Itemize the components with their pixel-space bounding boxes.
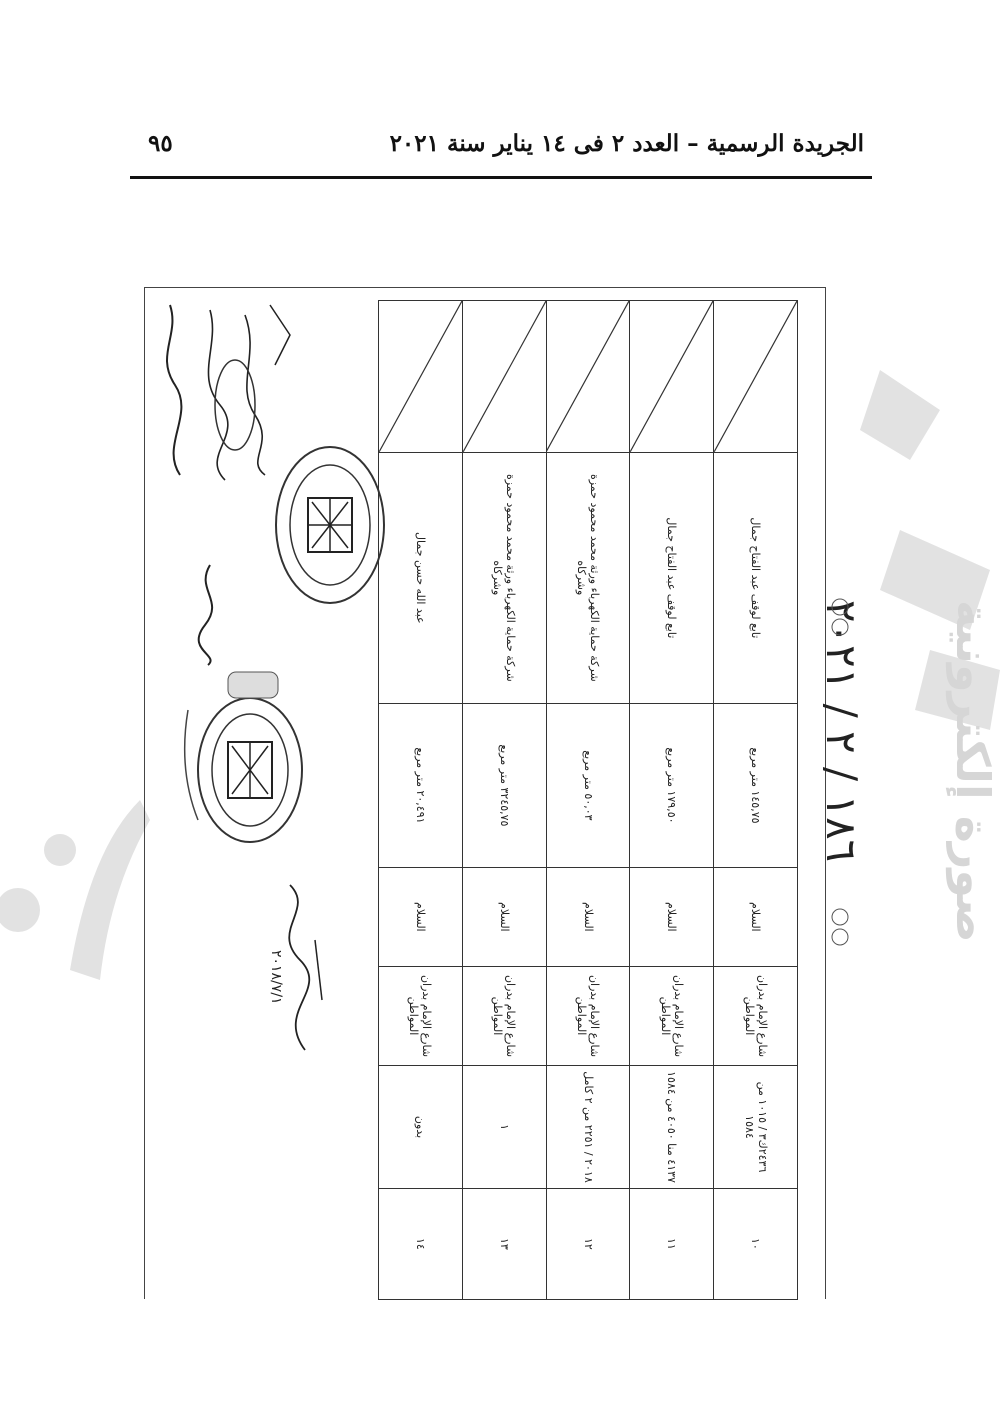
table-row xyxy=(714,301,798,1300)
street-cell: شارع الإمام بدران المواطن xyxy=(379,966,463,1066)
watermark-text: صورة إلكترونية xyxy=(946,600,1000,943)
table-row xyxy=(462,301,546,1300)
crossed-cell xyxy=(714,301,798,453)
punch-hole-icon xyxy=(820,905,860,950)
signature-icon xyxy=(190,560,230,670)
row-number: ١٠ xyxy=(714,1188,798,1299)
row-number: ١٣ xyxy=(462,1188,546,1299)
border-cell: السلام xyxy=(714,867,798,966)
page-header xyxy=(130,128,872,168)
owner-cell: شركة حماية الكهرباء ورثة محمد محمود حمزة وشركاه xyxy=(546,452,630,703)
street-cell: شارع الإمام بدران المواطن xyxy=(630,966,714,1066)
area-cell: ٥٠,٠٣ متر مربع xyxy=(546,703,630,867)
plot-cell: ٢٤٣٦ك٣ / ١٠١٥ من ١٥٨٤ xyxy=(714,1066,798,1189)
street-cell: شارع الإمام بدران المواطن xyxy=(714,966,798,1066)
punch-hole-icon xyxy=(820,595,860,640)
plot-cell: بدون xyxy=(379,1066,463,1189)
owner-cell: تابع لوقف عبد الفتاح جمال xyxy=(714,452,798,703)
page-title: الجريدة الرسمية – العدد ٢ فى ١٤ يناير سنة ٢٠٢١ xyxy=(389,130,864,157)
page-number: ٩٥ xyxy=(148,130,173,157)
table-row xyxy=(379,301,463,1300)
table-row xyxy=(546,301,630,1300)
official-seal-icon xyxy=(178,670,318,850)
rotated-table-area xyxy=(378,300,798,1300)
border-cell: السلام xyxy=(546,867,630,966)
crossed-cell xyxy=(546,301,630,453)
area-cell: ١٧٩,٥٠ متر مربع xyxy=(630,703,714,867)
property-table xyxy=(378,300,798,1300)
plot-cell: ٤١٣٧ منا ٤٠٥٠ من ١٥٨٤ xyxy=(630,1066,714,1189)
crossed-cell xyxy=(379,301,463,453)
plot-cell: ٢٠١٨ / ٢٢٥١ من ٢ كامل xyxy=(546,1066,630,1189)
owner-cell: شركة حماية الكهرباء ورثة محمد محمود حمزة وشركاه xyxy=(462,452,546,703)
area-cell: ٢٠,٤٩١ متر مربع xyxy=(379,703,463,867)
handwritten-annotation: ١٨٦ / ٢ / ٢٠٢١ xyxy=(817,600,866,863)
row-number: ١٤ xyxy=(379,1188,463,1299)
owner-cell: تابع لوقف عبد الفتاح جمال xyxy=(630,452,714,703)
plot-cell: ١ xyxy=(462,1066,546,1189)
table-row xyxy=(630,301,714,1300)
crossed-cell xyxy=(462,301,546,453)
border-cell: السلام xyxy=(379,867,463,966)
area-cell: ١٤٥,٧٥ متر مربع xyxy=(714,703,798,867)
row-number: ١٢ xyxy=(546,1188,630,1299)
row-number: ١١ xyxy=(630,1188,714,1299)
date-stamp: ٢٠١٨/٧/١ xyxy=(268,950,284,1005)
header-rule xyxy=(130,176,872,179)
street-cell: شارع الإمام بدران المواطن xyxy=(546,966,630,1066)
area-cell: ٣٢٤٥,٧٥ متر مربع xyxy=(462,703,546,867)
owner-cell: عبد الله حسن جمال xyxy=(379,452,463,703)
border-cell: السلام xyxy=(630,867,714,966)
street-cell: شارع الإمام بدران المواطن xyxy=(462,966,546,1066)
crossed-cell xyxy=(630,301,714,453)
border-cell: السلام xyxy=(462,867,546,966)
signature-icon xyxy=(150,295,300,485)
